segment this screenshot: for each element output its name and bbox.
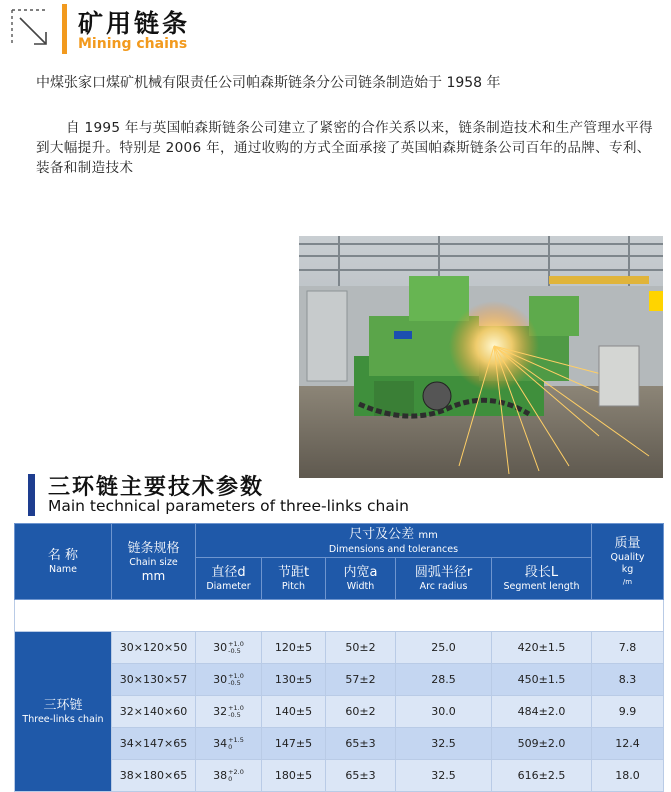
- intro-paragraph-2: 自 1995 年与英国帕森斯链条公司建立了紧密的合作关系以来，链条制造技术和生产管理水平得到大幅提升。特别是 2006 年，通过收购的方式全面承接了英国帕森斯链条公司百年的品牌、专利、装备和制造技术: [36, 120, 653, 176]
- title-accent-bar: [62, 4, 67, 54]
- parameters-table: [14, 523, 664, 792]
- section-accent-bar: [28, 474, 35, 516]
- chain-name-cell: 三环链 Three-links chain: [15, 632, 112, 792]
- table-row: 三环链 Three-links chain 30×120×50 30 +1.0 -0.5 120±5 50±2 25.0 420±1.5 7.8: [15, 632, 664, 664]
- table-row: 30×130×57 30 +1.0 -0.5 130±5 57±2 28.5 450±1.5 8.3: [15, 664, 664, 696]
- header-diameter: 直径d Diameter: [196, 558, 262, 600]
- header-width: 内宽a Width: [326, 558, 396, 600]
- header-pitch: 节距t Pitch: [262, 558, 326, 600]
- table-row: 34×147×65 34 +1.5 0 147±5 65±3 32.5 509±2.0 12.4: [15, 728, 664, 760]
- table-row: 32×140×60 32 +1.0 -0.5 140±5 60±2 30.0 484±2.0 9.9: [15, 696, 664, 728]
- factory-machine-photo: [299, 236, 663, 478]
- header-segment-length: 段长L Segment length: [492, 558, 592, 600]
- intro-paragraph-1: 中煤张家口煤矿机械有限责任公司帕森斯链条分公司链条制造始于 1958 年: [36, 75, 501, 91]
- table-row: 38×180×65 38 +2.0 0 180±5 65±3 32.5 616±2.5 18.0: [15, 760, 664, 792]
- arrow-logo-icon: [10, 6, 52, 50]
- header-quality: 质量 Quality kg /m: [592, 524, 664, 600]
- page-title: 矿用链条: [78, 9, 191, 38]
- header-name: 名 称 Name: [15, 524, 112, 600]
- section-subtitle: Main technical parameters of three-links chain: [48, 497, 409, 515]
- header-dimensions: 尺寸及公差 mm Dimensions and tolerances: [196, 524, 592, 558]
- page-subtitle: Mining chains: [78, 36, 188, 52]
- header-chain-size: 链条规格 Chain size mm: [112, 524, 196, 600]
- section-title: 三环链主要技术参数: [48, 475, 265, 500]
- header-arc-radius: 圆弧半径r Arc radius: [396, 558, 492, 600]
